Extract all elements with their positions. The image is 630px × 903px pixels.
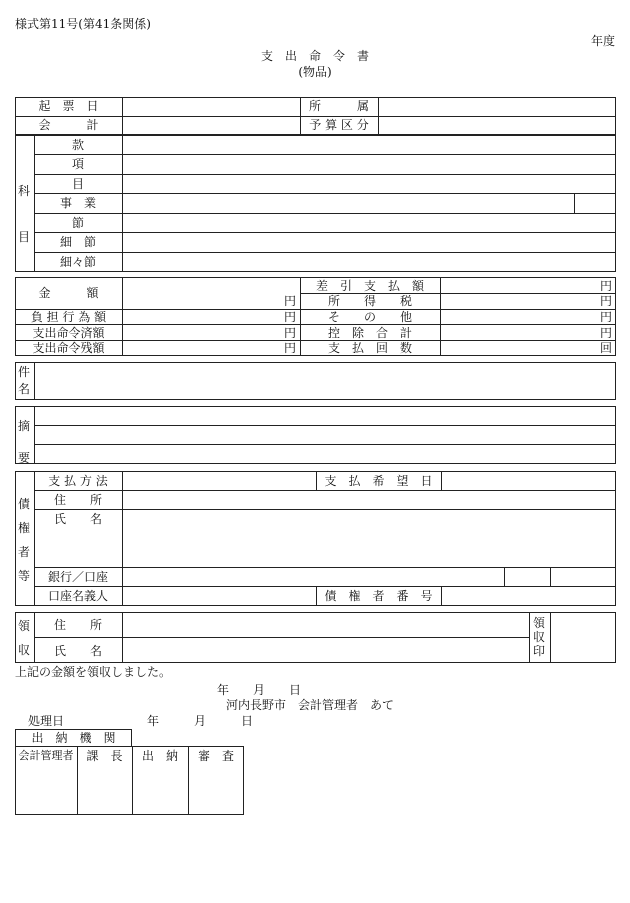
creditor-number-label: 債 権 者 番 号 <box>324 589 433 603</box>
subject-name-label: 件名 <box>17 365 30 396</box>
approval-column-header: 会計管理者 <box>18 749 74 762</box>
subject-group-label: 科目 <box>17 184 30 244</box>
yen-unit: 円 <box>283 294 296 308</box>
subject-row-label: 細々節 <box>59 255 96 269</box>
processing-year-label: 年 <box>147 714 160 728</box>
addressee-text: 河内長野市 会計管理者 あて <box>226 698 395 712</box>
amount-label: 金 額 <box>38 286 99 300</box>
page-title: 支 出 命 令 書 <box>260 49 369 63</box>
approval-column-header: 出 納 <box>141 749 178 763</box>
subject-name-field[interactable] <box>35 363 615 399</box>
approval-column-header: 審 査 <box>197 749 234 763</box>
issue-date-field[interactable] <box>123 98 299 115</box>
yen-unit: 円 <box>283 326 296 340</box>
subject-row-label: 細 節 <box>59 235 96 249</box>
account-holder-label: 口座名義人 <box>47 589 108 603</box>
bank-account-label: 銀行／口座 <box>47 570 108 584</box>
yen-unit: 円 <box>599 294 612 308</box>
processing-month-label: 月 <box>194 714 207 728</box>
page-subtitle: (物品) <box>298 65 332 79</box>
department-field[interactable] <box>379 98 615 115</box>
budget-category-label: 予 算 区 分 <box>309 118 369 132</box>
remaining-amount-label: 支出命令残額 <box>32 341 105 355</box>
creditor-group-label: 債権者等 <box>17 497 30 583</box>
subject-row-label: 項 <box>71 157 84 171</box>
yen-unit: 円 <box>283 341 296 355</box>
payment-method-label: 支 払 方 法 <box>48 474 108 488</box>
issue-date-label: 起 票 日 <box>38 99 99 113</box>
deduction-total-label: 控 除 合 計 <box>327 326 412 340</box>
department-label: 所 属 <box>308 99 369 113</box>
creditor-address-label: 住 所 <box>53 493 102 507</box>
processing-day-label: 日 <box>241 714 254 728</box>
yen-unit: 円 <box>599 279 612 293</box>
subject-row-label: 款 <box>71 138 84 152</box>
times-unit: 回 <box>599 341 612 355</box>
desired-date-label: 支 払 希 望 日 <box>324 474 433 488</box>
receipt-date-line: 年 月 日 <box>217 683 302 697</box>
processing-date-label: 処理日 <box>28 714 65 728</box>
accounting-label: 会 計 <box>38 118 99 132</box>
accounting-field[interactable] <box>123 117 299 134</box>
creditor-name-label: 氏 名 <box>53 512 102 526</box>
net-payment-label: 差 引 支 払 額 <box>315 279 424 293</box>
summary-label: 摘要 <box>17 419 30 465</box>
yen-unit: 円 <box>599 310 612 324</box>
yen-unit: 円 <box>599 326 612 340</box>
receipt-seal-label: 領収印 <box>532 616 545 658</box>
receipt-address-label: 住 所 <box>53 618 102 632</box>
payment-count-label: 支 払 回 数 <box>327 341 412 355</box>
other-deduction-label: そ の 他 <box>327 310 412 324</box>
fiscal-year-label: 年度 <box>590 34 615 48</box>
subject-row-label: 目 <box>71 177 84 191</box>
budget-category-field[interactable] <box>379 117 615 134</box>
yen-unit: 円 <box>283 310 296 324</box>
subject-row-label: 事 業 <box>59 196 96 210</box>
receipt-name-label: 氏 名 <box>53 644 102 658</box>
burden-amount-label: 負 担 行 為 額 <box>30 310 107 324</box>
subject-row-label: 節 <box>71 216 84 230</box>
approval-column-header: 課 長 <box>86 749 123 763</box>
summary-table <box>15 406 616 464</box>
form-number: 様式第11号(第41条関係) <box>15 17 151 31</box>
treasury-title: 出 納 機 関 <box>31 731 116 745</box>
receipt-group-label: 領収 <box>17 619 30 657</box>
issued-amount-label: 支出命令済額 <box>32 326 105 340</box>
received-text: 上記の金額を領収しました。 <box>15 665 172 679</box>
receipt-seal-field[interactable] <box>551 613 615 662</box>
income-tax-label: 所 得 税 <box>327 294 412 308</box>
